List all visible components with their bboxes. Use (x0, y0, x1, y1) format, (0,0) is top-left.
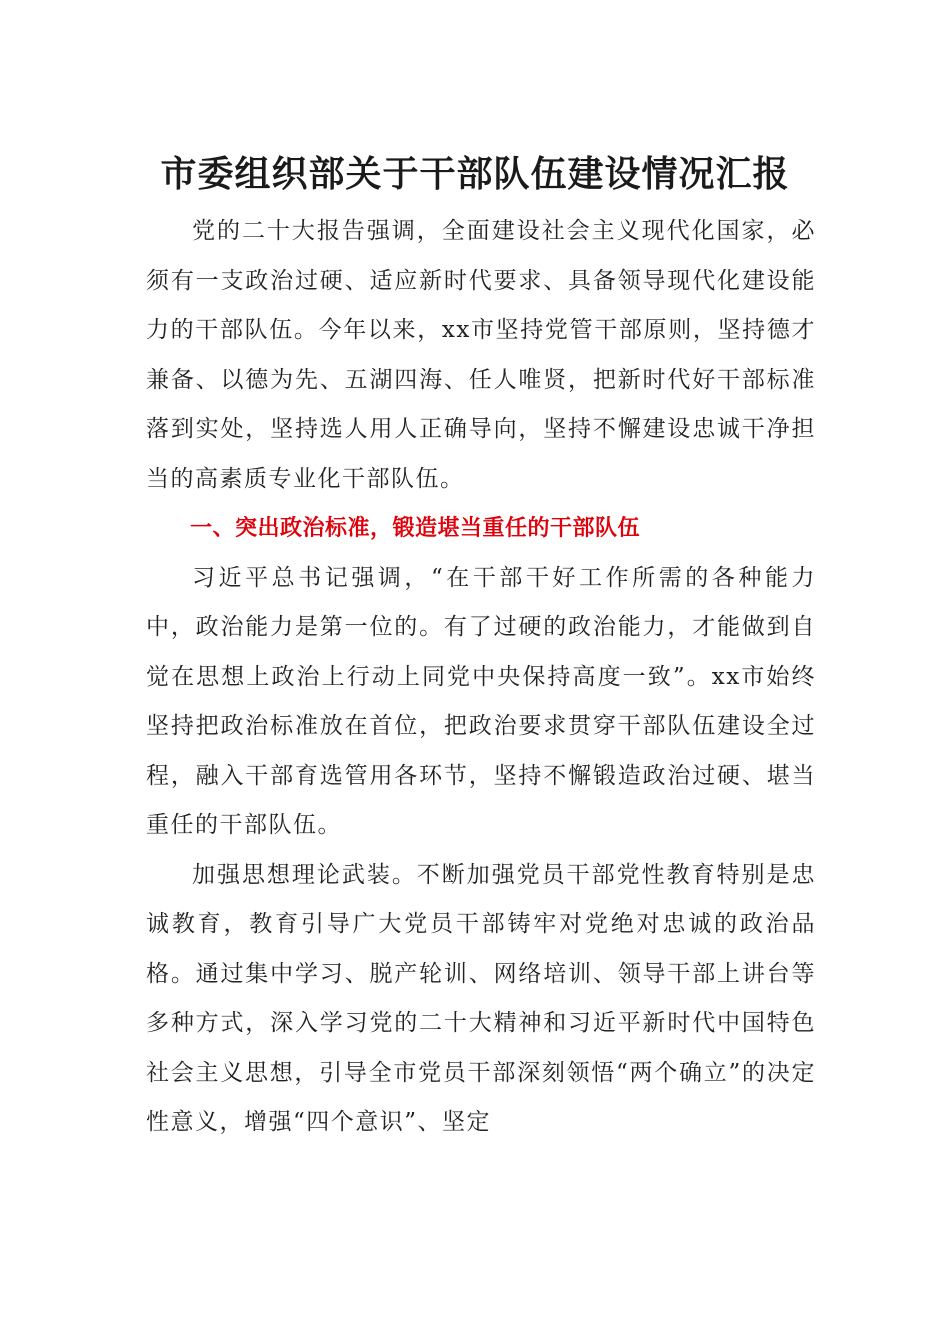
document-body (146, 207, 816, 1148)
section-heading-1: 一、突出政治标准，锻造堪当重任的干部队伍 (190, 516, 641, 541)
document-title: 市委组织部关于干部队伍建设情况汇报 (160, 153, 790, 195)
paragraph-political-standard: 习近平总书记强调，“在干部干好工作所需的各种能力中，政治能力是第一位的。有了过硬的政治能力，才能做到自觉在思想上政治上行动上同党中央保持高度一致”。xx市始终坚持把政治标准放在首位，把政治要求贯穿干部队伍建设全过程，融入干部育选管用各环节，坚持不懈锻造政治过硬、堪当重任的干部队伍。 (146, 564, 816, 838)
paragraph-intro: 党的二十大报告强调，全面建设社会主义现代化国家，必须有一支政治过硬、适应新时代要求、具备领导现代化建设能力的干部队伍。今年以来，xx市坚持党管干部原则，坚持德才兼备、以德为先、五湖四海、任人唯贤，把新时代好干部标准落到实处，坚持选人用人正确导向，坚持不懈建设忠诚干净担当的高素质专业化干部队伍。 (146, 218, 816, 492)
paragraph-theory-arming: 加强思想理论武装。不断加强党员干部党性教育特别是忠诚教育，教育引导广大党员干部铸牢对党绝对忠诚的政治品格。通过集中学习、脱产轮训、网络培训、领导干部上讲台等多种方式，深入学习党的二十大精神和习近平新时代中国特色社会主义思想，引导全市党员干部深刻领悟“两个确立”的决定性意义，增强“四个意识”、坚定 (146, 861, 816, 1135)
